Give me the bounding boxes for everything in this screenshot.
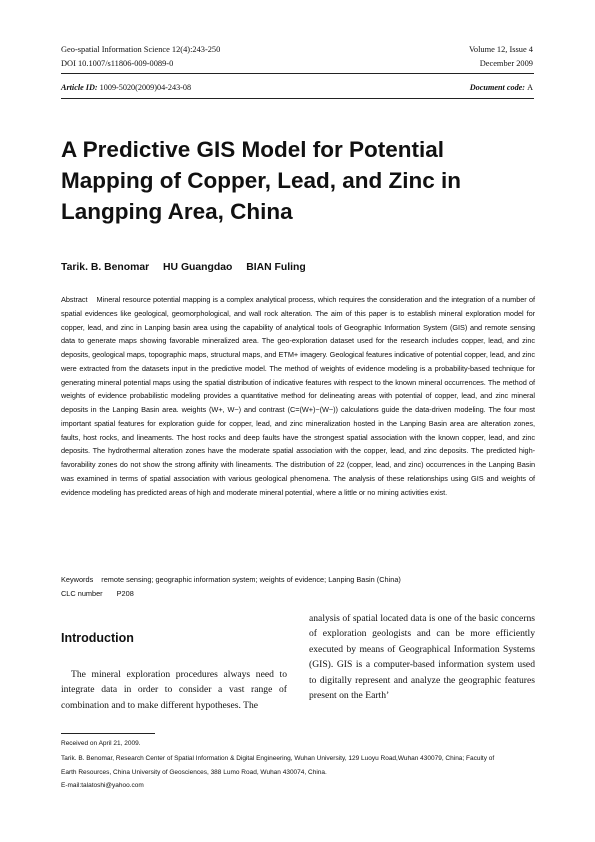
clc-number — [61, 587, 134, 600]
article-id-label: Article ID: — [61, 83, 98, 92]
header-rule — [61, 73, 534, 74]
doi: DOI 10.1007/s11806-009-0089-0 — [61, 59, 174, 68]
footnote-received: Received on April 21, 2009. — [61, 740, 141, 747]
title-line-2: Mapping of Copper, Lead, and Zinc in — [61, 168, 462, 193]
volume-issue: Volume 12, Issue 4 — [468, 45, 533, 54]
intro-left-column: The mineral exploration procedures always need to integrate data in order to consider a vast range of combination and to make different hypotheses. The — [61, 669, 287, 711]
abstract — [61, 293, 535, 499]
footnote-affiliation-2: Earth Resources, China University of Geosciences, 388 Lumo Road, Wuhan 430074, China. — [61, 769, 327, 776]
intro-right-column: analysis of spatial located data is one of the basic concerns of exploration geologists and can be more efficiently executed by means of Geographical Information Systems (GIS). GIS is a computer-based information system used to digitally represent and analyze the geographic features present on the Earth’ — [309, 613, 535, 702]
document-code — [470, 83, 533, 92]
issue-date: December 2009 — [479, 59, 533, 68]
clc-label: CLC number — [61, 589, 103, 598]
abstract-text: Mineral resource potential mapping is a complex analytical process, which requires the consideration and the integration of a number of spatial evidences like geological, geomorphological, and wall rock alteration. The aim of this paper is to establish mineral exploration model for copper, lead, and zinc in Lanping basin area using the capability of analytical tools of Geographic Information System (GIS) and remote sensing data to generate maps showing favorable mineralized area. The geo-exploration dataset used for the research includes copper, lead, and zinc deposits, geological maps, topographic maps, structural maps, and ETM+ imagery. Geological features indicative of potential copper, lead, and zinc were extracted from the datasets input in the predictive model. The method of weights of evidence modeling is a probability-based technique for generating mineral potential maps using the spatial distribution of indicative features with respect to the known mineral occurrences. The method of weights of evidence probabilistic modeling provides a quantitative method for delineating areas with potential of copper, lead, and zinc mineral deposits in the Lanping Basin area. weights (W+, W−) and contrast (C=(W+)−(W−)) calculations guide the data-driven modeling. The four most important spatial features for exploration guide for copper, lead, and zinc mineralization hosted in the Lanping Basin area are alteration zones, faults, host rocks, and lineaments. The host rocks and deep faults have the strongest spatial association with the known copper, lead, and zinc deposits. The hydrothermal alteration zones have the moderate spatial association with the copper, lead, and zinc deposits. The predicted high-favorability zones do not show the strong affinity with lineaments. The distribution of 22 (copper, lead, and zinc) occurrences in the Lanping Basin was examined in terms of spatial association with various geological phenomena. The analysis of these relationships using GIS and weights of evidence modeling has predicted areas of high and moderate mineral potential, where a little or no mining activities exist. — [61, 295, 535, 497]
id-rule — [61, 98, 534, 99]
abstract-label: Abstract — [61, 295, 88, 304]
section-heading-introduction: Introduction — [61, 631, 134, 645]
author-1: Tarik. B. Benomar — [61, 262, 150, 273]
footnote-affiliation-1: Tarik. B. Benomar, Research Center of Spatial Information & Digital Engineering, Wuhan University, 129 Luoyu Road,Wuhan 430079, China; Faculty of — [61, 755, 495, 762]
title-line-1: A Predictive GIS Model for Potential — [61, 137, 444, 162]
author-list — [61, 262, 317, 273]
author-2: HU Guangdao — [163, 262, 233, 273]
keywords-text: remote sensing; geographic information system; weights of evidence; Lanping Basin (China) — [101, 575, 401, 584]
journal-citation: Geo-spatial Information Science 12(4):243-250 — [61, 45, 221, 54]
document-code-label: Document code: — [469, 83, 526, 92]
author-3: BIAN Fuling — [246, 262, 306, 273]
paper-title — [61, 134, 541, 227]
clc-value: P208 — [116, 589, 134, 598]
title-line-3: Langping Area, China — [61, 199, 293, 224]
article-id-value: 1009-5020(2009)04-243-08 — [99, 83, 192, 92]
article-id — [61, 83, 191, 92]
keywords — [61, 573, 401, 586]
footnote-rule — [61, 733, 155, 734]
footnote-email: E-mail:talatoshi@yahoo.com — [61, 782, 144, 789]
document-code-value: A — [527, 83, 533, 92]
keywords-label: Keywords — [61, 575, 94, 584]
